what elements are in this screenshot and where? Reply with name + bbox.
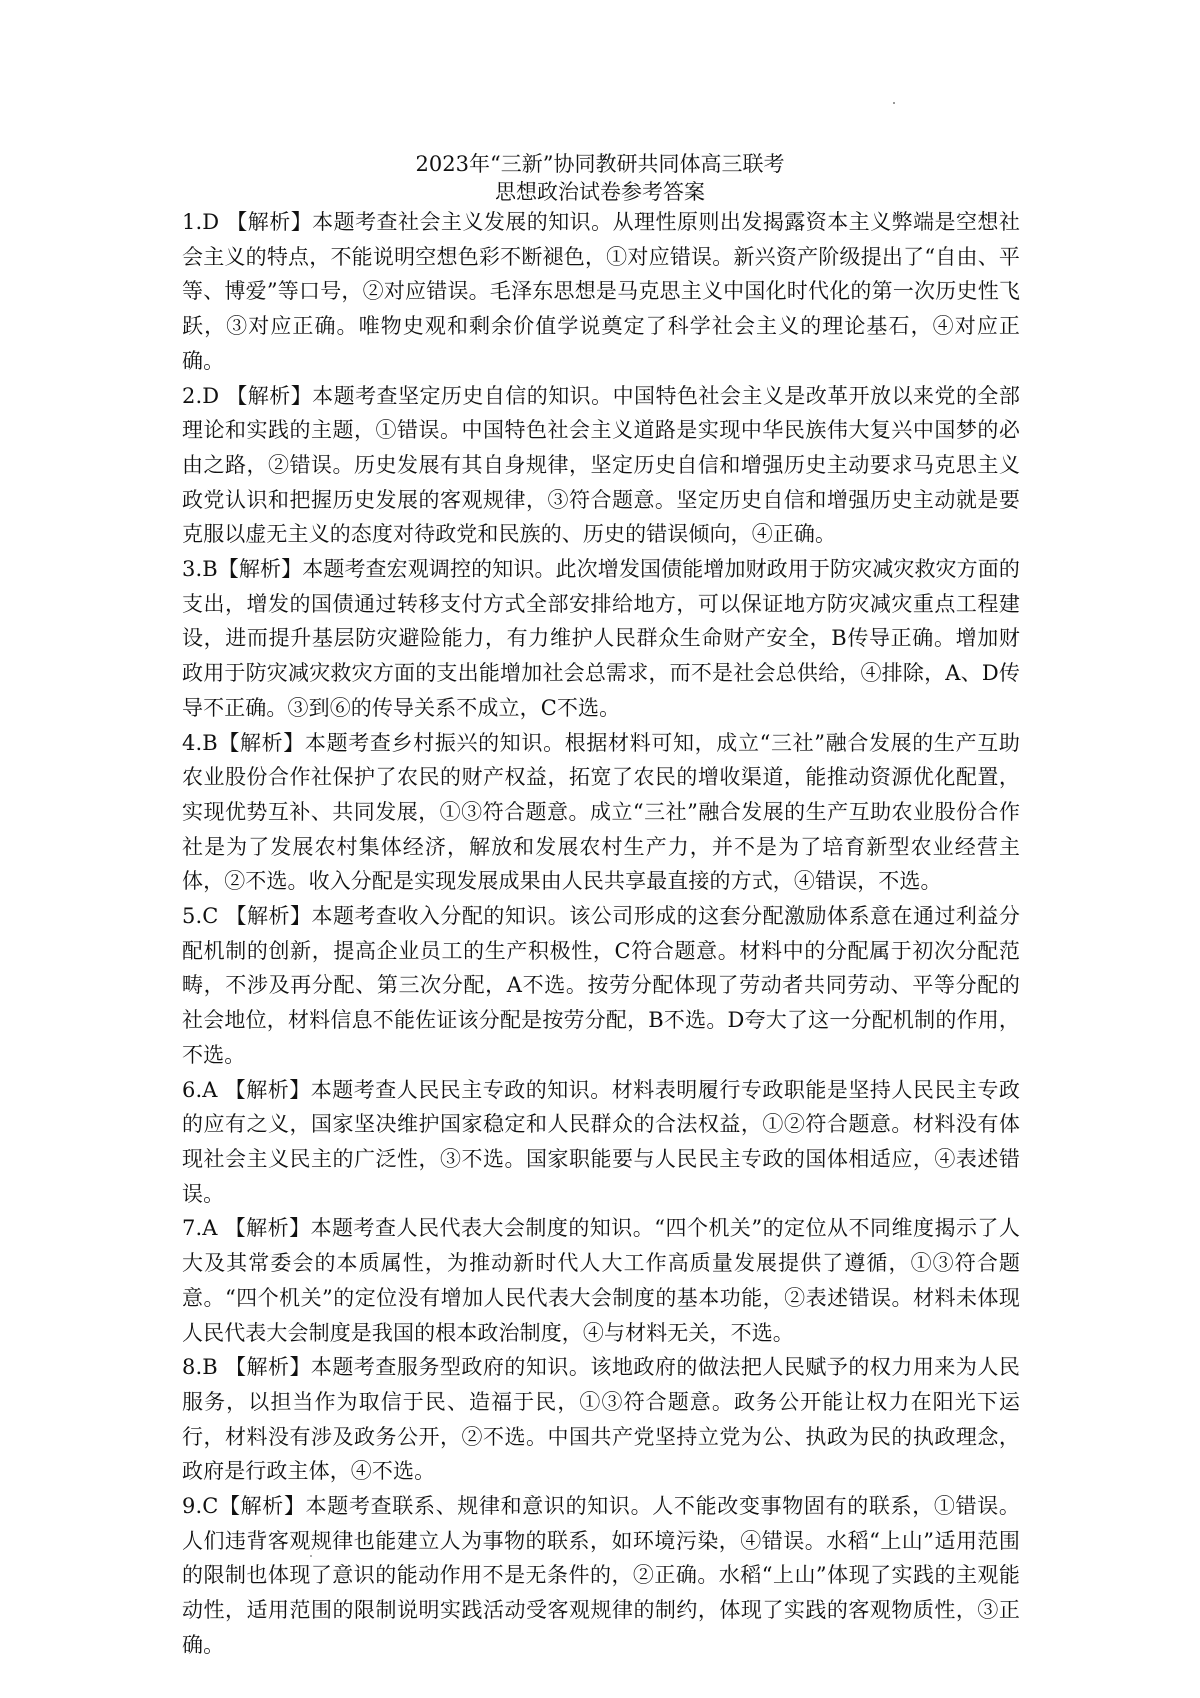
answer-item-9: 9.C【解析】本题考查联系、规律和意识的知识。人不能改变事物固有的联系，①错误。人们违背客观规律也能建立人为事物的联系，如环境污染，④错误。水稻“上山”适用范围的限制也体现了意识的能动作用不是无条件的，②正确。水稻“上山”体现了实践的主观能动性，适用范围的限制说明实践活动受客观规律的制约，体现了实践的客观物质性，③正确。 xyxy=(182,1494,1020,1657)
answer-item-8: 8.B 【解析】本题考查服务型政府的知识。该地政府的做法把人民赋予的权力用来为人民服务，以担当作为取信于民、造福于民，①③符合题意。政务公开能让权力在阳光下运行，材料没有涉及政务公开，②不选。中国共产党坚持立党为公、执政为民的执政理念，政府是行政主体，④不选。 xyxy=(182,1355,1020,1484)
answer-item-3: 3.B【解析】本题考查宏观调控的知识。此次增发国债能增加财政用于防灾减灾救灾方面的支出，增发的国债通过转移支付方式全部安排给地方，可以保证地方防灾减灾重点工程建设，进而提升基层防灾避险能力，有力维护人民群众生命财产安全，B传导正确。增加财政用于防灾减灾救灾方面的支出能增加社会总需求，而不是社会总供给，④排除，A、D传导不正确。③到⑥的传导关系不成立，C不选。 xyxy=(182,557,1020,720)
answer-list xyxy=(182,205,1020,1663)
answer-item-5: 5.C 【解析】本题考查收入分配的知识。该公司形成的这套分配激励体系意在通过利益分配机制的创新，提高企业员工的生产积极性，C符合题意。材料中的分配属于初次分配范畴，不涉及再分配、第三次分配，A不选。按劳分配体现了劳动者共同劳动、平等分配的社会地位，材料信息不能佐证该分配是按劳分配，B不选。D夸大了这一分配机制的作用，不选。 xyxy=(182,904,1020,1067)
answer-item-1: 1.D 【解析】本题考查社会主义发展的知识。从理性原则出发揭露资本主义弊端是空想社会主义的特点，不能说明空想色彩不断褪色，①对应错误。新兴资产阶级提出了“自由、平等、博爱”等口号，②对应错误。毛泽东思想是马克思主义中国化时代化的第一次历史性飞跃，③对应正确。唯物史观和剩余价值学说奠定了科学社会主义的理论基石，④对应正确。 xyxy=(182,210,1020,373)
answer-item-4: 4.B【解析】本题考查乡村振兴的知识。根据材料可知，成立“三社”融合发展的生产互助农业股份合作社保护了农民的财产权益，拓宽了农民的增收渠道，能推动资源优化配置，实现优势互补、共同发展，①③符合题意。成立“三社”融合发展的生产互助农业股份合作社是为了发展农村集体经济，解放和发展农村生产力，并不是为了培育新型农业经营主体，②不选。收入分配是实现发展成果由人民共享最直接的方式，④错误，不选。 xyxy=(182,730,1020,894)
answer-item-7: 7.A 【解析】本题考查人民代表大会制度的知识。“四个机关”的定位从不同维度揭示了人大及其常委会的本质属性，为推动新时代人大工作高质量发展提供了遵循，①③符合题意。“四个机关”的定位没有增加人民代表大会制度的基本功能，②表述错误。材料未体现人民代表大会制度是我国的根本政治制度，④与材料无关，不选。 xyxy=(182,1216,1020,1345)
document-subtitle: 思想政治试卷参考答案 xyxy=(495,180,705,204)
answer-item-6: 6.A 【解析】本题考查人民民主专政的知识。材料表明履行专政职能是坚持人民民主专政的应有之义，国家坚决维护国家稳定和人民群众的合法权益，①②符合题意。材料没有体现社会主义民主的广泛性，③不选。国家职能要与人民民主专政的国体相适应，④表述错误。 xyxy=(182,1077,1020,1206)
scan-speck xyxy=(893,102,895,104)
document-header xyxy=(0,150,1200,206)
answer-item-2: 2.D 【解析】本题考查坚定历史自信的知识。中国特色社会主义是改革开放以来党的全部理论和实践的主题，①错误。中国特色社会主义道路是实现中华民族伟大复兴中国梦的必由之路，②错误。历史发展有其自身规律，坚定历史自信和增强历史主动要求马克思主义政党认识和把握历史发展的客观规律，③符合题意。坚定历史自信和增强历史主动就是要克服以虚无主义的态度对待政党和民族的、历史的错误倾向，④正确。 xyxy=(182,383,1020,547)
document-title: 2023年“三新”协同教研共同体高三联考 xyxy=(415,152,785,176)
scan-speck-bottom xyxy=(310,1555,312,1557)
